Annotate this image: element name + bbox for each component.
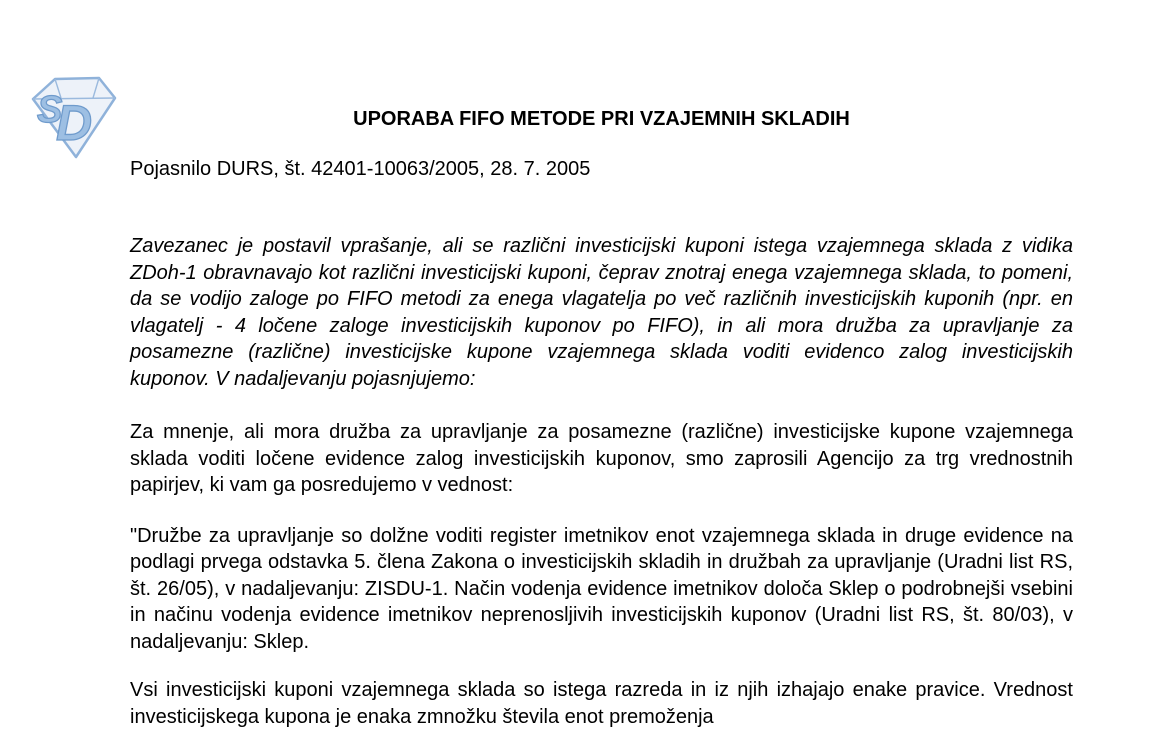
paragraph-coupon-value: Vsi investicijski kuponi vzajemnega sklada so istega razreda in iz njih izhajajo enake pravice. Vrednost investicijskega kupona je enaka zmnožku števila enot premoženja [130,679,1073,728]
paragraph-agency-quote: "Družbe za upravljanje so dolžne voditi register imetnikov enot vzajemnega sklada in druge evidence na podlagi prvega odstavka 5. člena Zakona o investicijskih skladih in družbah za upravljanje (Uradni list RS, št. 26/05), v nadaljevanju: ZISDU-1. Način vodenja evidence imetnikov določa Sklep o podrobnejši vsebini in načinu vodenja evidence imetnikov neprenosljivih investicijskih kuponov (Uradni list RS, št. 80/03), v nadaljevanju: Sklep. [130,524,1073,653]
logo-letter-d: D [56,95,93,151]
paragraph-taxpayer-question: Zavezanec je postavil vprašanje, ali se različni investicijski kuponi istega vzajemnega sklada z vidika ZDoh-1 obravnavajo kot različni investicijski kuponi, čeprav znotraj enega vzajemnega sklada, to pomeni, da se vodijo zaloge po FIFO metodi za enega vlagatelja po več različnih investicijskih kuponih (npr. en vlagatelj - 4 ločene zaloge investicijskih kuponov po FIFO), in ali mora družba za upravljanje za posamezne (različne) investicijske kupone vzajemnega sklada voditi evidenco zalog investicijskih kuponov. V nadaljevanju pojasnjujemo: [130,235,1073,390]
logo-letter-s: S [37,89,63,131]
document-content [130,0,1073,730]
document-title: UPORABA FIFO METODE PRI VZAJEMNIH SKLADIH [353,108,850,130]
document-reference-line: Pojasnilo DURS, št. 42401-10063/2005, 28. 7. 2005 [130,157,591,180]
paragraph-opinion-request: Za mnenje, ali mora družba za upravljanje za posamezne (različne) investicijske kupone vzajemnega sklada voditi ločene evidence zalog investicijskih kuponov, smo zaprosili Agencijo za trg vrednostnih papirjev, ki vam ga posredujemo v vednost: [130,421,1073,496]
sd-diamond-logo [25,72,119,161]
